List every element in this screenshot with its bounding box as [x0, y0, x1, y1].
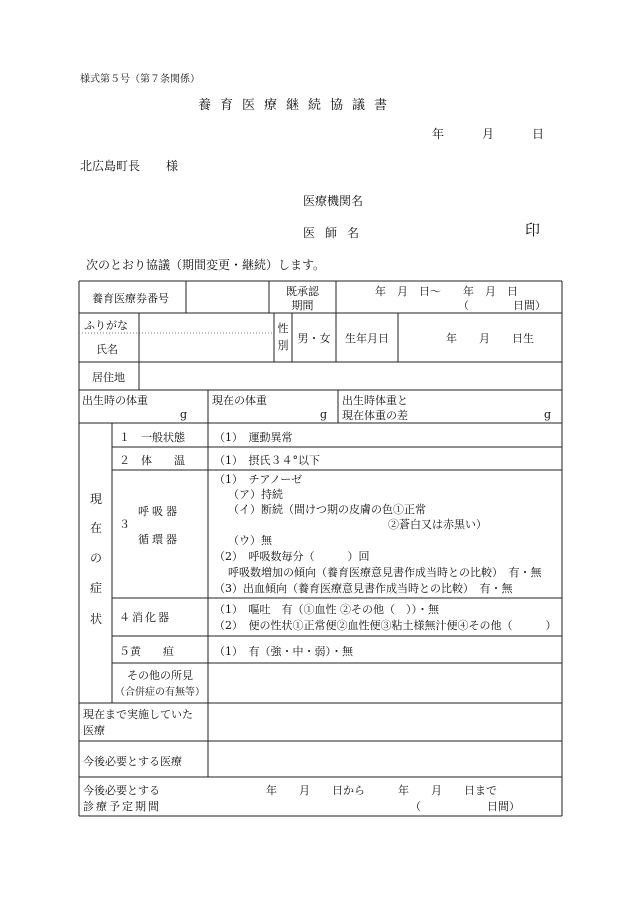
digestive-line-2: （2） 便の性状①正常便②血性便③粘土様無汁便④その他（ ） — [214, 619, 557, 632]
future-period-label-2: 診療予定期間 — [83, 800, 161, 813]
form-number: 様式第５号（第７条関係） — [80, 74, 200, 85]
document-title: 養育医療継続協議書 — [198, 98, 397, 113]
symptom-digestive-label: ４消化器 — [119, 611, 171, 624]
resp-line-8: （3）出血傾向（養育医療意見書作成当時との比較） 有・無 — [214, 582, 513, 595]
birth-weight-unit: g — [180, 408, 188, 421]
date-month: 月 — [482, 127, 495, 141]
doctor-label: 医師名 — [303, 226, 370, 240]
symptom-general-value: （1） 運動異常 — [214, 431, 293, 444]
resp-line-1: （1） チアノーゼ — [214, 473, 303, 486]
resp-line-4: ②蒼白又は赤黒い） — [388, 518, 487, 531]
current-weight-unit: g — [320, 408, 328, 421]
symptom-circulatory-label: 循環器 — [138, 533, 180, 546]
future-period-days: （ 日間） — [410, 800, 520, 813]
approved-period-dates: 年 月 日～ 年 月 日 — [375, 285, 518, 298]
birthdate-label: 生年月日 — [345, 332, 389, 345]
resp-line-5: （ウ）無 — [228, 534, 272, 547]
weight-diff-unit: g — [544, 408, 552, 421]
future-period-dates: 年 月 日から 年 月 日まで — [266, 784, 497, 797]
resp-line-6: （2） 呼吸数毎分（ ）回 — [214, 550, 370, 563]
date-day: 日 — [532, 127, 545, 141]
symptom-resp-number: ３ — [119, 518, 130, 531]
approved-period-label-1: 既承認 — [286, 285, 319, 298]
symptoms-side-1: 現 — [90, 492, 103, 506]
name-label: 氏名 — [96, 343, 118, 356]
birth-weight-label: 出生時の体重 — [82, 394, 148, 407]
other-findings-note: （合併症の有無等） — [115, 687, 205, 698]
symptoms-side-4: 症 — [90, 581, 103, 595]
symptom-jaundice-value: （1） 有（強・中・弱）・無 — [214, 645, 353, 658]
symptom-respiratory-label: 呼吸器 — [138, 505, 180, 518]
weight-diff-label-1: 出生時体重と — [342, 394, 408, 407]
past-care-label-2: 医療 — [83, 724, 105, 737]
birthdate-value: 年 月 日生 — [446, 332, 534, 345]
future-period-label-1: 今後必要とする — [83, 784, 160, 797]
resp-line-3: （イ）断続（間けつ期の皮膚の色①正常 — [228, 503, 426, 516]
other-findings-label: その他の所見 — [127, 669, 193, 682]
intro-text: 次のとおり協議（期間変更・継続）します。 — [86, 258, 326, 272]
symptom-temperature-label: ２ 体 温 — [119, 454, 185, 467]
past-care-label-1: 現在まで実施していた — [83, 708, 193, 721]
symptom-general-label: １ 一般状態 — [119, 431, 185, 444]
date-year: 年 — [432, 127, 445, 141]
future-care-label: 今後必要とする医療 — [83, 755, 182, 768]
addressee-honorific: 様 — [166, 159, 179, 173]
approved-period-label-2: 期間 — [291, 299, 314, 312]
current-weight-label: 現在の体重 — [212, 394, 267, 407]
approved-period-days: （ 日間） — [458, 299, 546, 312]
symptoms-side-3: の — [90, 551, 103, 565]
sex-options: 男・女 — [297, 332, 331, 345]
sex-label-1: 性 — [277, 322, 289, 335]
institution-label: 医療機関名 — [303, 194, 364, 208]
symptom-jaundice-label: ５黄 疸 — [119, 645, 174, 658]
digestive-line-1: （1） 嘔吐 有（①血性 ②その他（ ））・無 — [214, 603, 439, 616]
symptom-temperature-value: （1） 摂氏３４°以下 — [214, 454, 320, 467]
symptoms-side-5: 状 — [90, 612, 103, 626]
residence-label: 居住地 — [92, 371, 125, 384]
resp-line-7: 呼吸数増加の傾向（養育医療意見書作成当時との比較） 有・無 — [228, 566, 542, 579]
weight-diff-label-2: 現在体重の差 — [342, 409, 408, 422]
seal-mark: 印 — [525, 221, 541, 239]
symptoms-side-2: 在 — [90, 521, 103, 535]
resp-line-2: （ア）持続 — [228, 488, 283, 501]
ticket-number-label: 養育医療券番号 — [92, 292, 169, 305]
furigana-label: ふりがな — [84, 319, 128, 332]
sex-label-2: 別 — [277, 339, 289, 352]
addressee-name: 北広島町長 — [80, 159, 141, 173]
